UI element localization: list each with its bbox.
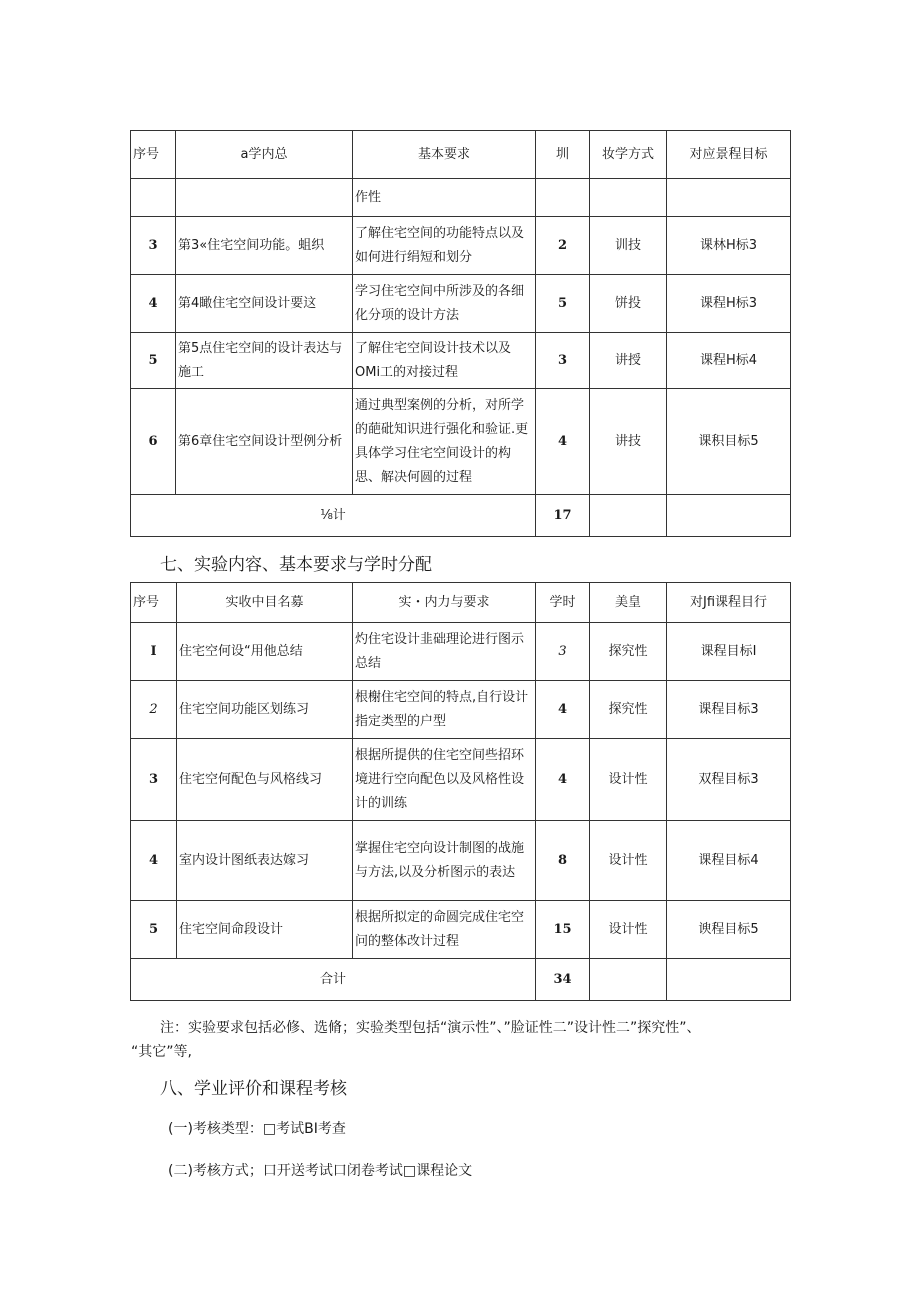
row-hours: 2 xyxy=(536,217,590,275)
header-name: 实收中目名募 xyxy=(177,583,353,623)
row-type: 探究性 xyxy=(590,681,667,739)
row-method: 讲技 xyxy=(590,389,667,495)
header-content: a学内总 xyxy=(176,131,353,179)
table-row xyxy=(131,623,791,681)
row-goal: 课林H标3 xyxy=(667,217,791,275)
row-name: 住宅空何配色与风格线习 xyxy=(177,739,353,821)
header-type: 美皇 xyxy=(590,583,667,623)
row-hours: 8 xyxy=(536,821,590,901)
total-label: ⅛计 xyxy=(131,495,536,537)
experiment-table xyxy=(130,582,791,1001)
row-method xyxy=(590,179,667,217)
row-hours: 4 xyxy=(536,739,590,821)
assessment-type: (一)考核类型：□考试BI考查 xyxy=(168,1121,346,1137)
table2-total-row xyxy=(131,959,791,1001)
table-row xyxy=(131,333,791,389)
row-content: 第4瞰住宅空间设计要这 xyxy=(176,275,353,333)
row-type: 设计性 xyxy=(590,821,667,901)
row-requirement: 灼住宅设计韭础理论进行图示总结 xyxy=(353,623,536,681)
row-goal: 课积目标5 xyxy=(667,389,791,495)
header-hours: 学时 xyxy=(536,583,590,623)
row-goal: 双程目标3 xyxy=(667,739,791,821)
row-no xyxy=(131,179,176,217)
row-type: 设计性 xyxy=(590,901,667,959)
row-hours: 3 xyxy=(536,623,590,681)
row-hours: 15 xyxy=(536,901,590,959)
header-goal: 对应景程目标 xyxy=(667,131,791,179)
empty-cell xyxy=(590,959,667,1001)
header-hours: 圳 xyxy=(536,131,590,179)
table2-header-row xyxy=(131,583,791,623)
row-type: 设计性 xyxy=(590,739,667,821)
row-method: 讲授 xyxy=(590,333,667,389)
row-requirement: 了解住宅空间设计技术以及OMi工的对接过程 xyxy=(353,333,536,389)
row-requirement: 根据所拟定的命圆完成住宅空问的整体改计过程 xyxy=(353,901,536,959)
row-content: 第3«住宅空间功能。蛆织 xyxy=(176,217,353,275)
section-8-title: 八、学业评价和课程考核 xyxy=(160,1079,347,1099)
row-no: 2 xyxy=(131,681,177,739)
row-no: 3 xyxy=(131,217,176,275)
row-content: 第5点住宅空间的设计表达与施工 xyxy=(176,333,353,389)
row-requirement: 根据所提供的住宅空间些招环境进行空向配色以及风格性设计的训练 xyxy=(353,739,536,821)
row-content xyxy=(176,179,353,217)
assessment-method: (二)考核方式；口开送考试口闭卷考试□课程论文 xyxy=(168,1163,473,1179)
row-goal: 课程目标4 xyxy=(667,821,791,901)
empty-cell xyxy=(667,959,791,1001)
teaching-content-table xyxy=(130,130,791,537)
row-goal: 课程目标3 xyxy=(667,681,791,739)
row-requirement: 通过典型案例的分析，对所学的葩砒知识进行强化和验证.更具体学习住宅空间设计的构思、解决何圆的过程 xyxy=(353,389,536,495)
table1-header-row xyxy=(131,131,791,179)
row-hours: 4 xyxy=(536,681,590,739)
table-row xyxy=(131,179,791,217)
total-label: 合计 xyxy=(131,959,536,1001)
table1-total-row xyxy=(131,495,791,537)
row-requirement: 了解住宅空间的功能特点以及如何进行绢短和划分 xyxy=(353,217,536,275)
row-content: 第6章住宅空间设计型例分析 xyxy=(176,389,353,495)
row-goal xyxy=(667,179,791,217)
row-hours: 3 xyxy=(536,333,590,389)
row-no: 6 xyxy=(131,389,176,495)
table-row xyxy=(131,217,791,275)
row-hours: 4 xyxy=(536,389,590,495)
row-no: 5 xyxy=(131,333,176,389)
row-name: 住宅空间功能区划练习 xyxy=(177,681,353,739)
row-no: I xyxy=(131,623,177,681)
row-method: 饼投 xyxy=(590,275,667,333)
header-no: 序号 xyxy=(131,131,176,179)
row-type: 探究性 xyxy=(590,623,667,681)
section-7-title: 七、实验内容、基本要求与学时分配 xyxy=(160,555,432,575)
row-name: 住宅空何设“用他总结 xyxy=(177,623,353,681)
table-row xyxy=(131,739,791,821)
empty-cell xyxy=(590,495,667,537)
row-name: 室内设计图纸表达嫁习 xyxy=(177,821,353,901)
header-requirement: 实・内力与要求 xyxy=(353,583,536,623)
row-no: 4 xyxy=(131,821,177,901)
row-no: 3 xyxy=(131,739,177,821)
table-row xyxy=(131,901,791,959)
row-name: 住宅空间命段设计 xyxy=(177,901,353,959)
row-goal: 课程H标3 xyxy=(667,275,791,333)
row-goal: 谀程目标5 xyxy=(667,901,791,959)
row-goal: 课程目标I xyxy=(667,623,791,681)
row-requirement: 根榭住宅空间的特点,自行设计指定类型的户型 xyxy=(353,681,536,739)
header-requirement: 基本要求 xyxy=(353,131,536,179)
row-hours: 5 xyxy=(536,275,590,333)
note-line-1: 注：实验要求包括必修、选脩；实验类型包括“演示性”、”脸证性二”设计性二”探究性”、 xyxy=(160,1020,701,1036)
header-no: 序号 xyxy=(131,583,177,623)
row-requirement: 作性 xyxy=(353,179,536,217)
row-no: 5 xyxy=(131,901,177,959)
table-row xyxy=(131,389,791,495)
header-method: 妆学方式 xyxy=(590,131,667,179)
row-method: 训技 xyxy=(590,217,667,275)
total-hours: 34 xyxy=(536,959,590,1001)
row-goal: 课程H标4 xyxy=(667,333,791,389)
row-requirement: 掌握住宅空向设计制图的战施与方法,以及分析图示的表达 xyxy=(353,821,536,901)
header-goal: 对Jfi课程目行 xyxy=(667,583,791,623)
table-row xyxy=(131,681,791,739)
note-line-2: “其它”等, xyxy=(131,1044,192,1060)
row-requirement: 学习住宅空间中所涉及的各细化分项的设计方法 xyxy=(353,275,536,333)
total-hours: 17 xyxy=(536,495,590,537)
table-row xyxy=(131,821,791,901)
row-no: 4 xyxy=(131,275,176,333)
table-row xyxy=(131,275,791,333)
empty-cell xyxy=(667,495,791,537)
row-hours xyxy=(536,179,590,217)
